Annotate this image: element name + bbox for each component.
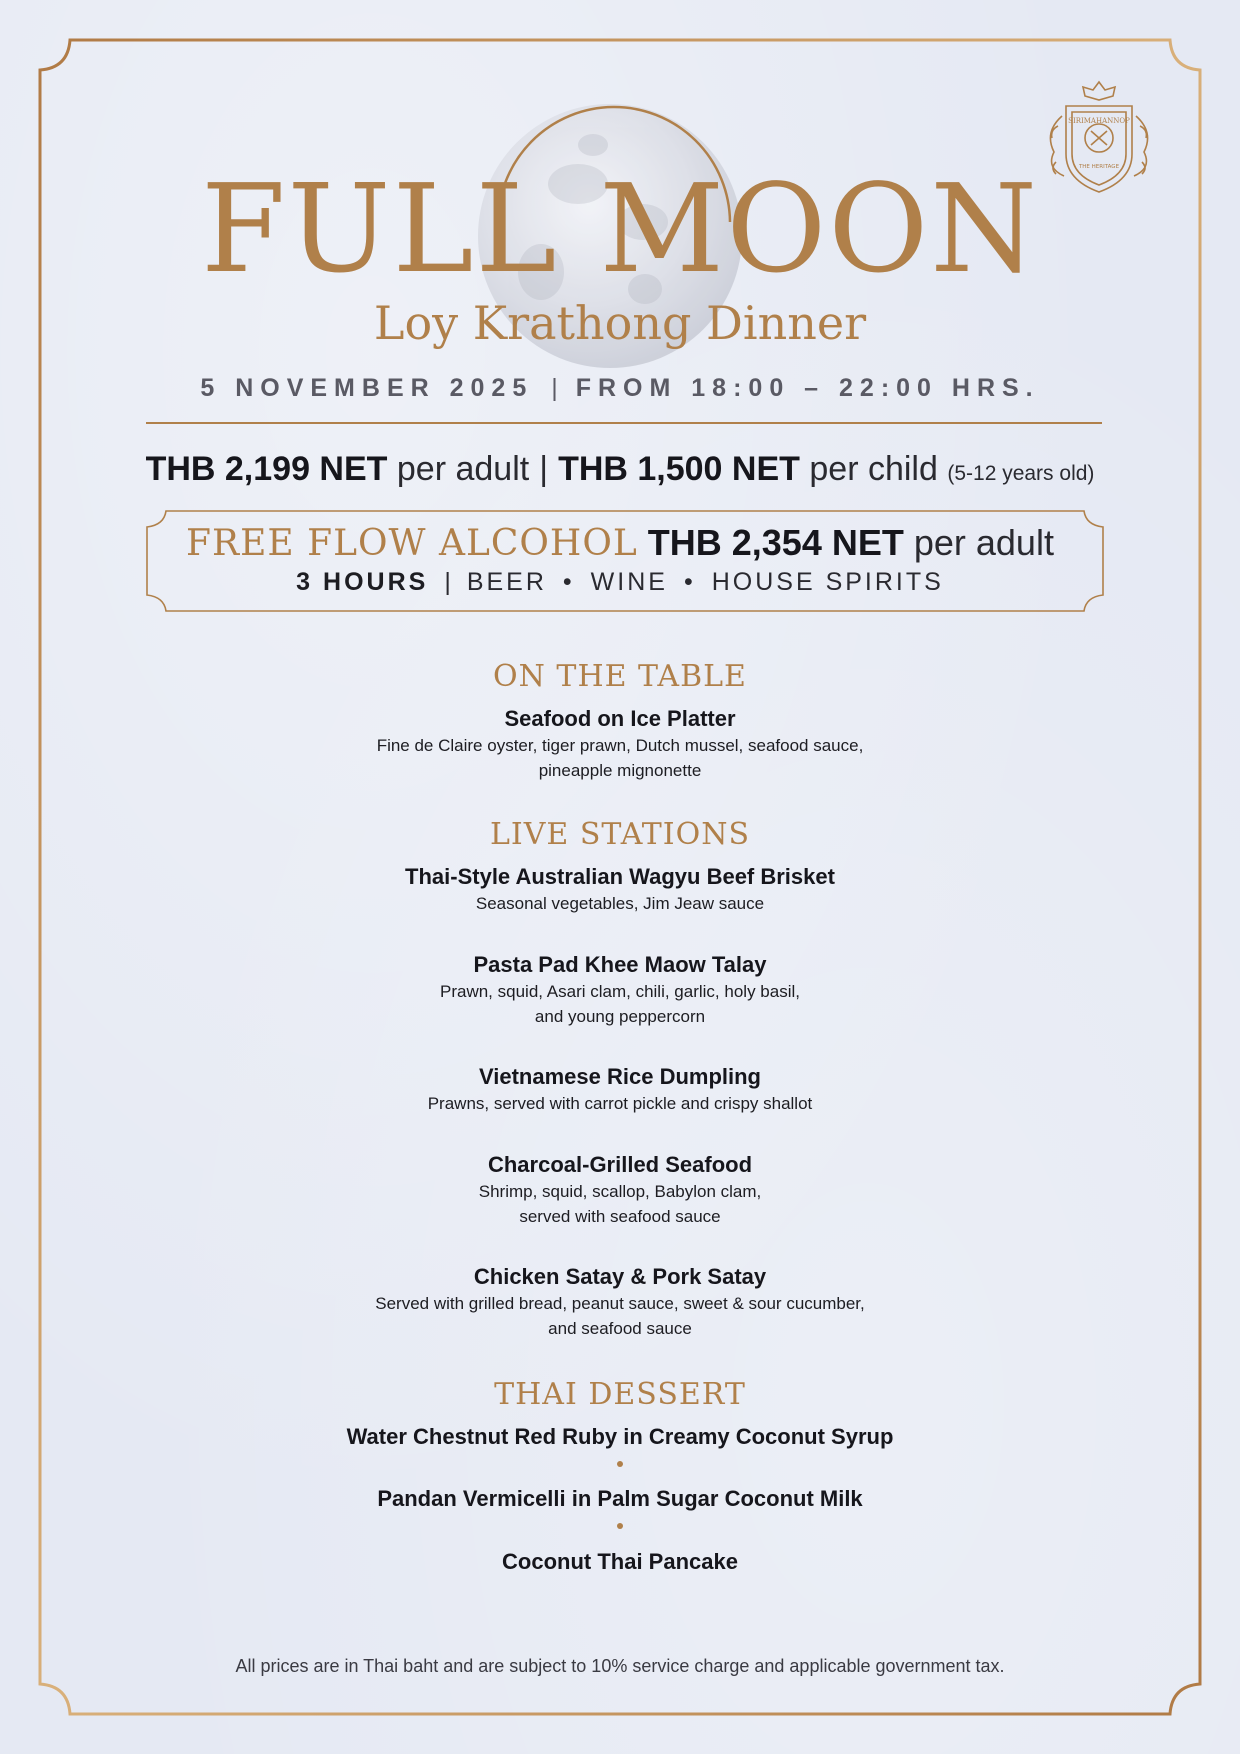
- free-flow-details: 3 HOURS | BEER • WINE • HOUSE SPIRITS: [296, 568, 944, 596]
- dish-name: Charcoal-Grilled Seafood: [487, 1152, 753, 1177]
- section-title-live-stations: LIVE STATIONS: [489, 817, 751, 852]
- dish-name: Chicken Satay & Pork Satay: [473, 1264, 767, 1289]
- dish-name: Water Chestnut Red Ruby in Creamy Coconut Syrup: [346, 1424, 894, 1449]
- svg-text:SIRIMAHANNOP: SIRIMAHANNOP: [1068, 117, 1130, 125]
- event-subtitle: Loy Krathong Dinner: [373, 296, 867, 350]
- child-age-note: (5-12 years old): [947, 462, 1095, 485]
- dish-description: pineapple mignonette: [538, 761, 702, 780]
- adult-price: THB 2,199 NET: [145, 450, 388, 488]
- free-flow-item: BEER: [466, 568, 547, 596]
- free-flow-unit: per adult: [913, 522, 1054, 563]
- free-flow-item: HOUSE SPIRITS: [711, 568, 944, 596]
- free-flow-offer: [0, 522, 1240, 564]
- dish-description: Prawns, served with carrot pickle and crispy shallot: [427, 1094, 813, 1113]
- dish-description: Fine de Claire oyster, tiger prawn, Dutch mussel, seafood sauce,: [376, 736, 864, 755]
- event-time: FROM 18:00 – 22:00 HRS.: [575, 374, 1040, 402]
- dish-description: served with seafood sauce: [519, 1207, 721, 1226]
- free-flow-item: WINE: [590, 568, 668, 596]
- event-title: FULL MOON: [201, 158, 1039, 300]
- dish-description: Prawn, squid, Asari clam, chili, garlic, holy basil,: [440, 982, 800, 1001]
- dish-description: Seasonal vegetables, Jim Jeaw sauce: [475, 894, 765, 913]
- dish-name: Pandan Vermicelli in Palm Sugar Coconut Milk: [377, 1486, 863, 1511]
- event-date: 5 NOVEMBER 2025: [200, 374, 534, 402]
- dish-name: Seafood on Ice Platter: [504, 706, 736, 731]
- separator-dot: [617, 1461, 623, 1467]
- section-title-on-the-table: ON THE TABLE: [493, 659, 747, 694]
- event-date-time: 5 NOVEMBER 2025 | FROM 18:00 – 22:00 HRS.: [200, 374, 1040, 402]
- section-title-thai-dessert: THAI DESSERT: [494, 1377, 746, 1412]
- price-line: THB 2,199 NET per adult | THB 1,500 NET per child (5-12 years old): [145, 450, 1095, 488]
- adult-price-unit: per adult: [396, 450, 530, 488]
- dish-description: Shrimp, squid, scallop, Babylon clam,: [478, 1182, 762, 1201]
- dish-description: and seafood sauce: [548, 1319, 692, 1338]
- dish-name: Thai-Style Australian Wagyu Beef Brisket: [405, 864, 835, 889]
- free-flow-duration: 3 HOURS: [296, 568, 429, 596]
- dish-name: Pasta Pad Khee Maow Talay: [473, 952, 767, 977]
- footer-note: All prices are in Thai baht and are subject to 10% service charge and applicable government tax.: [235, 1656, 1005, 1676]
- separator-dot: [617, 1523, 623, 1529]
- dish-name: Vietnamese Rice Dumpling: [478, 1064, 761, 1089]
- header-divider: [146, 422, 1102, 424]
- dish-description: and young peppercorn: [534, 1007, 706, 1026]
- child-price: THB 1,500 NET: [558, 450, 800, 488]
- svg-text:THE HERITAGE: THE HERITAGE: [1078, 164, 1120, 170]
- dish-description: Served with grilled bread, peanut sauce, sweet & sour cucumber,: [375, 1294, 865, 1313]
- free-flow-price: THB 2,354 NET: [647, 522, 904, 563]
- free-flow-label: FREE FLOW ALCOHOL: [186, 523, 638, 564]
- child-price-unit: per child: [809, 450, 938, 488]
- dish-name: Coconut Thai Pancake: [502, 1549, 738, 1574]
